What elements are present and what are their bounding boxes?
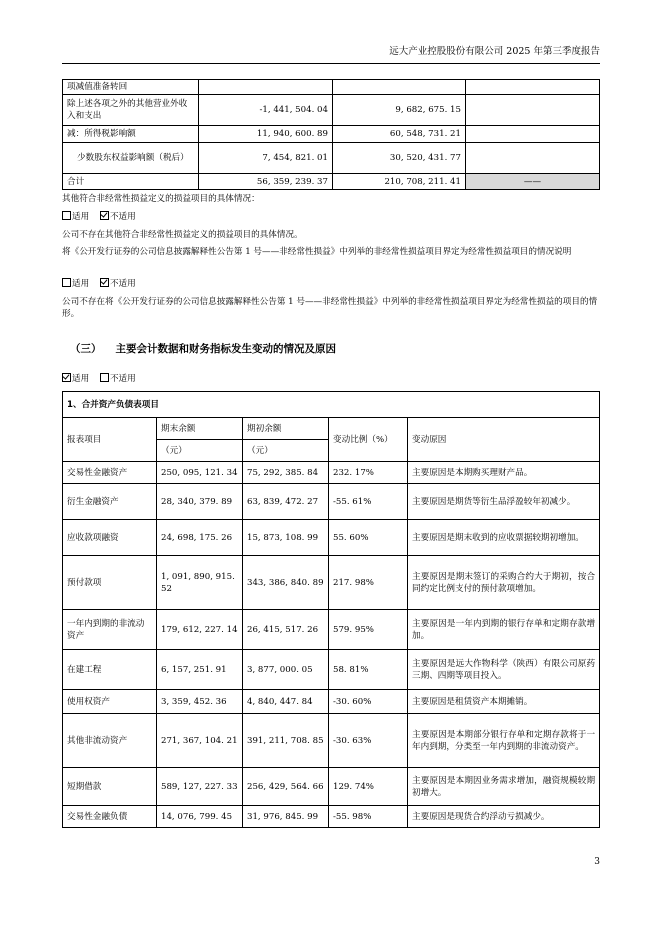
current-value: -1, 441, 504. 04 xyxy=(199,95,333,126)
reason-cell: 主要原因是一年内到期的银行存单和定期存款增加。 xyxy=(408,610,600,650)
option-apply[interactable]: 适用 xyxy=(62,374,89,384)
table-row xyxy=(63,768,600,806)
item-cell: 使用权资产 xyxy=(63,690,157,714)
header-unit: （元） xyxy=(157,440,243,462)
item-cell: 交易性金融资产 xyxy=(63,462,157,484)
header-end-balance: 期末余额 xyxy=(157,418,243,440)
applicability-options xyxy=(62,211,600,223)
end-balance-cell: 6, 157, 251. 91 xyxy=(157,650,243,690)
checkbox-checked-icon xyxy=(62,373,71,382)
end-balance-cell: 271, 367, 104. 21 xyxy=(157,714,243,768)
ratio-cell: 579. 95% xyxy=(329,610,408,650)
table-row xyxy=(63,610,600,650)
item-cell: 衍生金融资产 xyxy=(63,484,157,520)
table-row xyxy=(63,556,600,610)
header-ratio: 变动比例（%） xyxy=(329,418,408,462)
note-cell xyxy=(466,126,600,143)
ytd-value: 210, 708, 211. 41 xyxy=(333,174,466,190)
checkbox-checked-icon xyxy=(100,278,109,287)
table-row xyxy=(63,690,600,714)
item-cell: 其他非流动资产 xyxy=(63,714,157,768)
header-item: 报表项目 xyxy=(63,418,157,462)
table-title: 1、合并资产负债表项目 xyxy=(63,392,600,418)
option-not-apply[interactable]: 不适用 xyxy=(100,374,136,384)
note-cell xyxy=(466,80,600,95)
reason-cell: 主要原因是本期部分银行存单和定期存款将于一年内到期，分类至一年内到期的非流动资产。 xyxy=(408,714,600,768)
row-label: 除上述各项之外的其他营业外收入和支出 xyxy=(63,95,199,126)
applicability-options xyxy=(62,373,600,385)
end-balance-cell: 589, 127, 227. 33 xyxy=(157,768,243,806)
page-number: 3 xyxy=(594,857,600,867)
ratio-cell: -55. 61% xyxy=(329,484,408,520)
item-cell: 预付款项 xyxy=(63,556,157,610)
ytd-value: 30, 520, 431. 77 xyxy=(333,143,466,174)
reason-cell: 主要原因是远大作物科学（陕西）有限公司原药三期、四期等项目投入。 xyxy=(408,650,600,690)
header-row xyxy=(63,418,600,440)
note-cell: —— xyxy=(466,174,600,190)
table-row xyxy=(63,714,600,768)
end-balance-cell: 3, 359, 452. 36 xyxy=(157,690,243,714)
option-not-apply[interactable]: 不适用 xyxy=(100,212,136,222)
item-cell: 在建工程 xyxy=(63,650,157,690)
end-balance-cell: 179, 612, 227. 14 xyxy=(157,610,243,650)
table-row xyxy=(63,520,600,556)
row-label: 项减值准备转回 xyxy=(63,80,199,95)
table-row xyxy=(63,126,600,143)
begin-balance-cell: 256, 429, 564. 66 xyxy=(243,768,329,806)
paragraph: 公司不存在将《公开发行证券的公司信息披露解释性公告第 1 号——非经常性损益》中列举的非经常性损益项目界定为经常性损益的项目的情形。 xyxy=(62,297,598,319)
paragraph: 公司不存在其他符合非经常性损益定义的损益项目的具体情况。 xyxy=(62,230,303,240)
balance-sheet-changes-table xyxy=(62,391,600,828)
row-label: 少数股东权益影响额（税后） xyxy=(63,143,199,174)
begin-balance-cell: 63, 839, 472. 27 xyxy=(243,484,329,520)
reason-cell: 主要原因是本期因业务需求增加，融资规模较期初增大。 xyxy=(408,768,600,806)
current-value: 7, 454, 821. 01 xyxy=(199,143,333,174)
applicability-options xyxy=(62,278,600,290)
ratio-cell: 129. 74% xyxy=(329,768,408,806)
end-balance-cell: 250, 095, 121. 34 xyxy=(157,462,243,484)
end-balance-cell: 24, 698, 175. 26 xyxy=(157,520,243,556)
reason-cell: 主要原因是租赁资产本期摊销。 xyxy=(408,690,600,714)
header-unit: （元） xyxy=(243,440,329,462)
header-rule xyxy=(62,63,600,64)
begin-balance-cell: 75, 292, 385. 84 xyxy=(243,462,329,484)
ytd-value: 9, 682, 675. 15 xyxy=(333,95,466,126)
option-apply[interactable]: 适用 xyxy=(62,212,89,222)
item-cell: 一年内到期的非流动资产 xyxy=(63,610,157,650)
option-not-apply[interactable]: 不适用 xyxy=(100,279,136,289)
item-cell: 应收款项融资 xyxy=(63,520,157,556)
begin-balance-cell: 15, 873, 108. 99 xyxy=(243,520,329,556)
begin-balance-cell: 391, 211, 708. 85 xyxy=(243,714,329,768)
checkbox-unchecked-icon xyxy=(62,211,71,220)
non-recurring-table xyxy=(62,79,600,190)
header-begin-balance: 期初余额 xyxy=(243,418,329,440)
ratio-cell: -30. 63% xyxy=(329,714,408,768)
paragraph: 将《公开发行证券的公司信息披露解释性公告第 1 号——非经常性损益》中列举的非经常性损益项目界定为经常性损益项目的情况说明 xyxy=(62,247,572,257)
reason-cell: 主要原因是期末签订的采购合约大于期初，按合同约定比例支付的预付款项增加。 xyxy=(408,556,600,610)
current-value xyxy=(199,80,333,95)
item-cell: 短期借款 xyxy=(63,768,157,806)
ratio-cell: 55. 60% xyxy=(329,520,408,556)
table-title-row xyxy=(63,392,600,418)
ratio-cell: -30. 60% xyxy=(329,690,408,714)
row-label: 减：所得税影响额 xyxy=(63,126,199,143)
begin-balance-cell: 3, 877, 000. 05 xyxy=(243,650,329,690)
begin-balance-cell: 4, 840, 447. 84 xyxy=(243,690,329,714)
table-row xyxy=(63,80,600,95)
current-value: 11, 940, 600. 89 xyxy=(199,126,333,143)
table-row xyxy=(63,143,600,174)
ratio-cell: 58. 81% xyxy=(329,650,408,690)
end-balance-cell: 14, 076, 799. 45 xyxy=(157,806,243,828)
checkbox-unchecked-icon xyxy=(62,278,71,287)
header-reason: 变动原因 xyxy=(408,418,600,462)
section-title xyxy=(70,341,336,356)
ytd-value: 60, 548, 731. 21 xyxy=(333,126,466,143)
ytd-value xyxy=(333,80,466,95)
begin-balance-cell: 31, 976, 845. 99 xyxy=(243,806,329,828)
table-row xyxy=(63,462,600,484)
ratio-cell: -55. 98% xyxy=(329,806,408,828)
reason-cell: 主要原因是期货等衍生品浮盈较年初减少。 xyxy=(408,484,600,520)
table-row xyxy=(63,650,600,690)
section-number: （三） xyxy=(70,343,102,355)
checkbox-unchecked-icon xyxy=(100,373,109,382)
ratio-cell: 217. 98% xyxy=(329,556,408,610)
note-cell xyxy=(466,95,600,126)
end-balance-cell: 1, 091, 890, 915. 52 xyxy=(157,556,243,610)
section-heading: 主要会计数据和财务指标发生变动的情况及原因 xyxy=(115,343,336,355)
begin-balance-cell: 26, 415, 517. 26 xyxy=(243,610,329,650)
option-apply[interactable]: 适用 xyxy=(62,279,89,289)
paragraph: 其他符合非经常性损益定义的损益项目的具体情况： xyxy=(62,194,260,204)
ratio-cell: 232. 17% xyxy=(329,462,408,484)
table-row xyxy=(63,174,600,190)
begin-balance-cell: 343, 386, 840. 89 xyxy=(243,556,329,610)
item-cell: 交易性金融负债 xyxy=(63,806,157,828)
reason-cell: 主要原因是期末收到的应收票据较期初增加。 xyxy=(408,520,600,556)
table-row xyxy=(63,806,600,828)
report-header: 远大产业控股股份有限公司 2025 年第三季度报告 xyxy=(389,46,600,57)
end-balance-cell: 28, 340, 379. 89 xyxy=(157,484,243,520)
reason-cell: 主要原因是现货合约浮动亏损减少。 xyxy=(408,806,600,828)
reason-cell: 主要原因是本期购买理财产品。 xyxy=(408,462,600,484)
table-row xyxy=(63,95,600,126)
row-label: 合计 xyxy=(63,174,199,190)
table-row xyxy=(63,484,600,520)
checkbox-checked-icon xyxy=(100,211,109,220)
note-cell xyxy=(466,143,600,174)
current-value: 56, 359, 239. 37 xyxy=(199,174,333,190)
